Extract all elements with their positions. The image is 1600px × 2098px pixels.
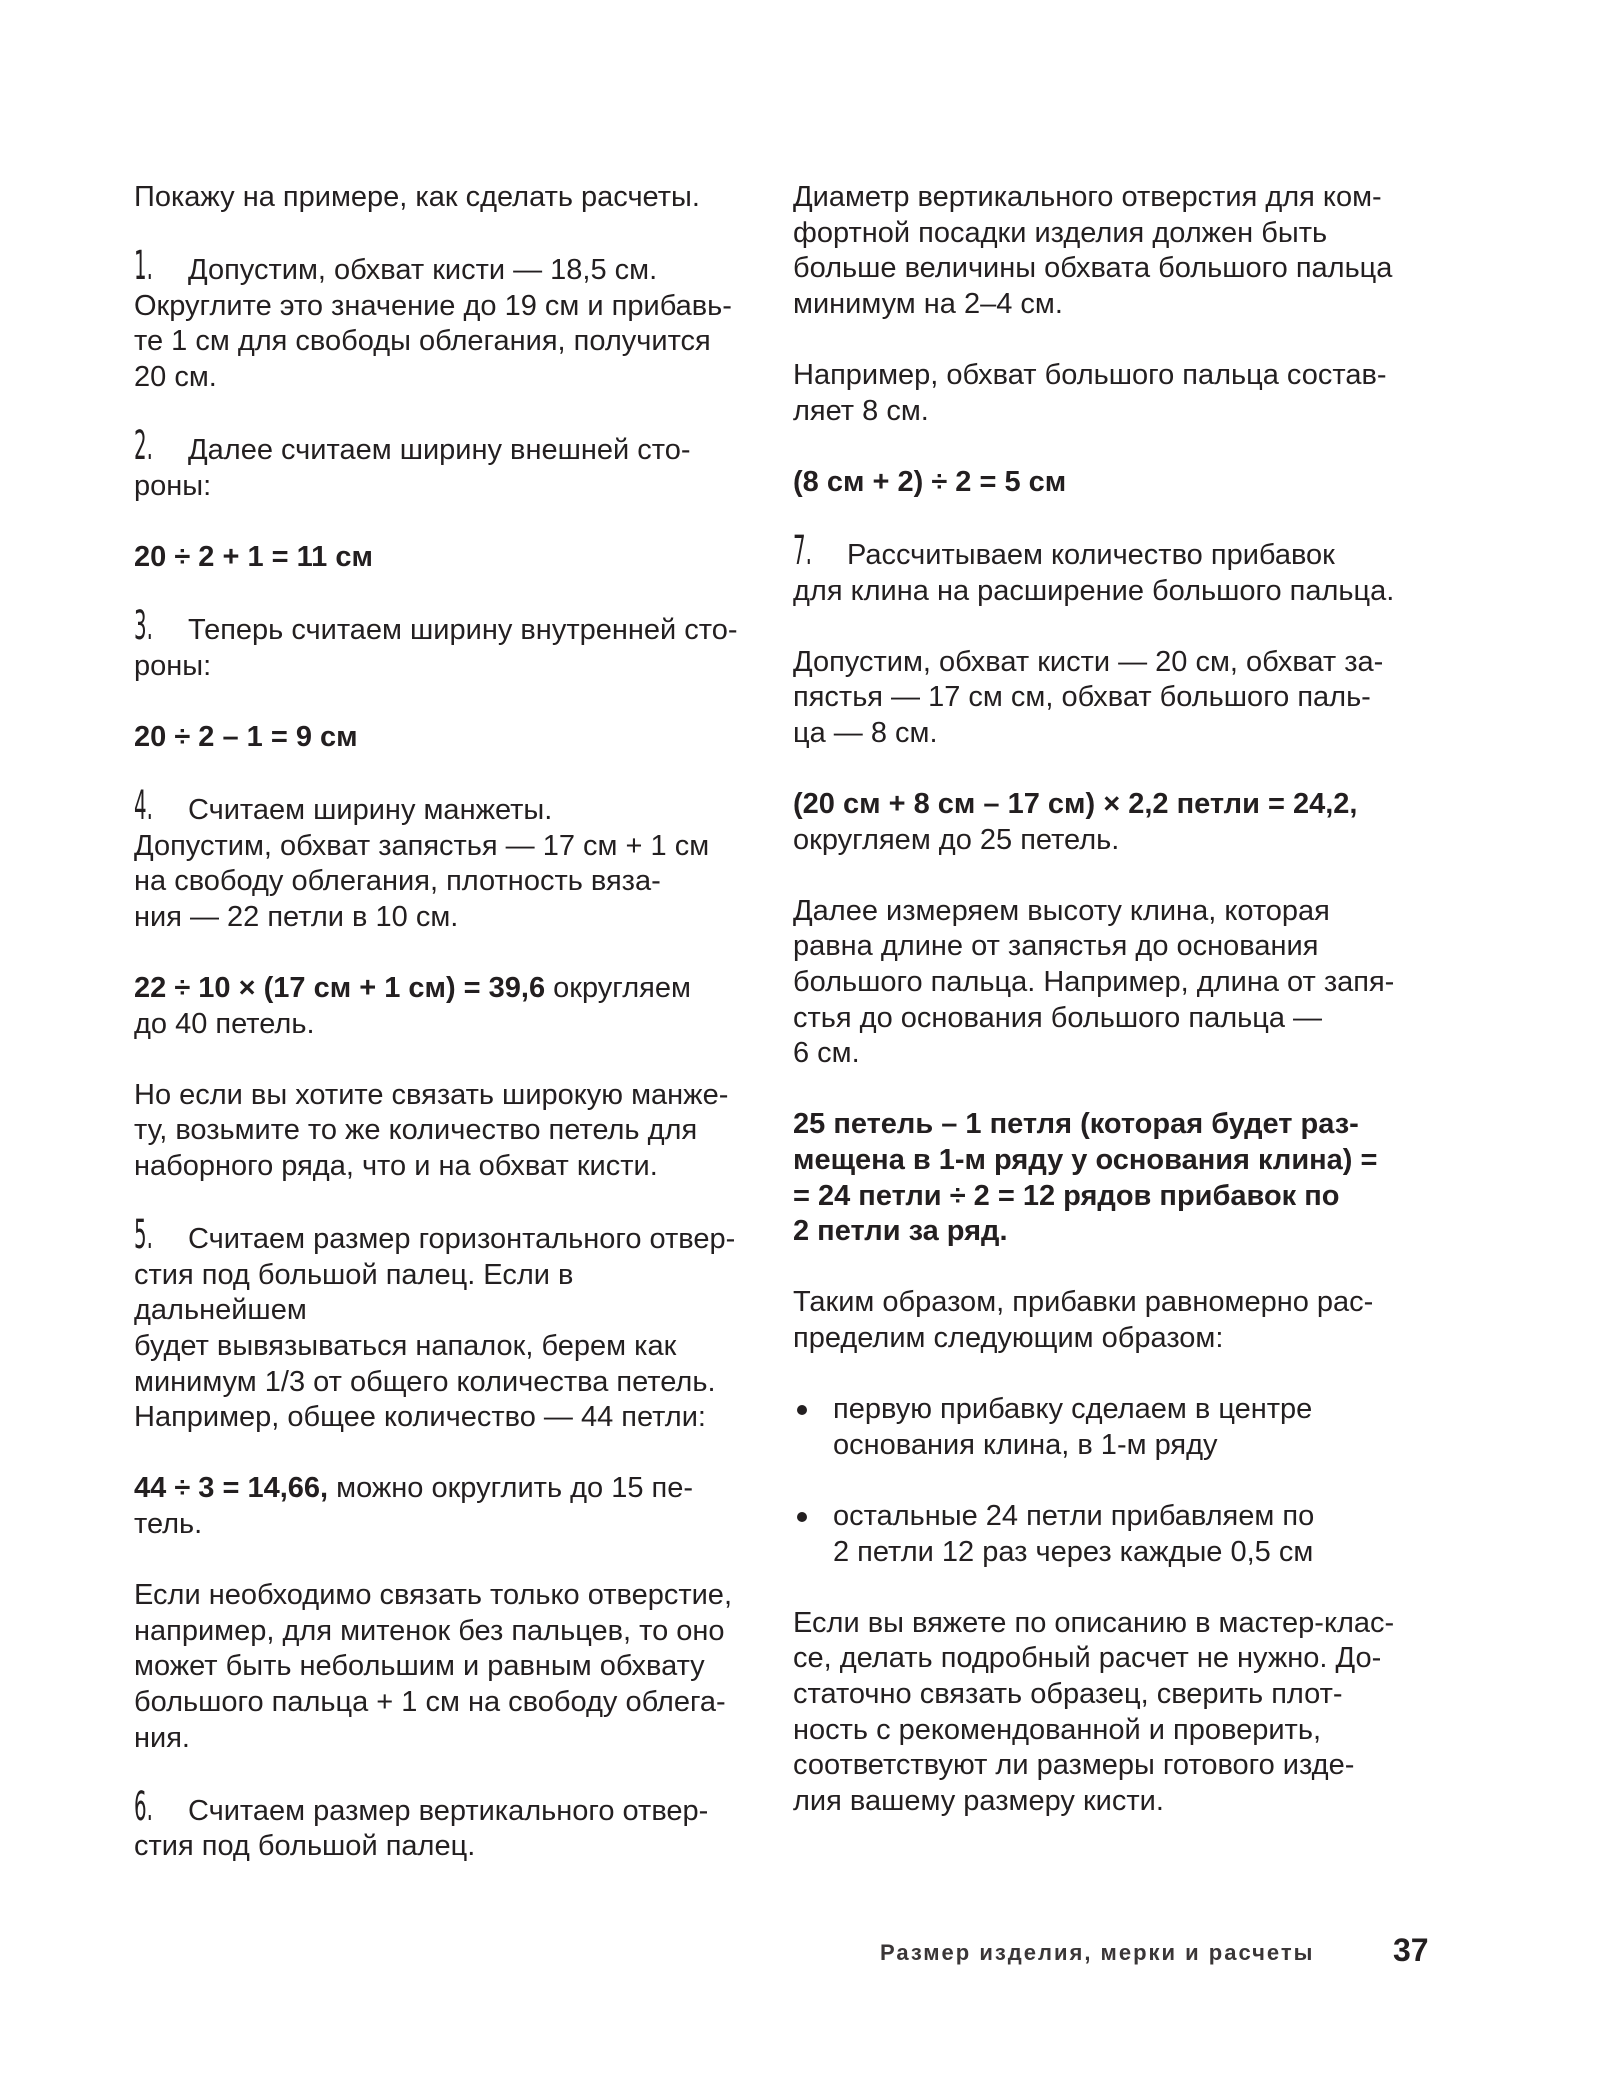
formula-paragraph bbox=[793, 787, 1423, 858]
step-number: 4. bbox=[134, 783, 153, 830]
step-number: 7. bbox=[793, 527, 812, 574]
paragraph: Если вы вяжете по описанию в мастер-клас- се, делать подробный расчет не нужно. До- статочно связать образец, сверить плот- ность с рекомендованной и проверить, соответствуют ли размеры готового изде- лия вашему размеру кисти. bbox=[793, 1606, 1395, 1817]
step-number: 6. bbox=[134, 1783, 153, 1830]
running-footer-title: Размер изделия, мерки и расчеты bbox=[880, 1940, 1315, 1965]
step-number: 1. bbox=[134, 243, 153, 290]
step-4 bbox=[134, 783, 754, 935]
paragraph: Допустим, обхват кисти — 20 см, обхват за- пястья — 17 см см, обхват большого паль- ца — 8 см. bbox=[793, 645, 1384, 749]
bullet-icon bbox=[797, 1512, 807, 1522]
note-paragraph: Если необходимо связать только отверстие, например, для митенок без пальцев, то оно может быть небольшим и равным обхвату большого пальца + 1 см на свободу облега- ния. bbox=[134, 1579, 732, 1754]
formula: 20 ÷ 2 + 1 = 11 см bbox=[134, 540, 373, 573]
paragraph: Далее измеряем высоту клина, которая равна длине от запястья до основания большого пальца. Например, длина от запя- стья до основания большого пальца — 6 см. bbox=[793, 894, 1395, 1070]
step-5 bbox=[134, 1212, 754, 1436]
step-7 bbox=[793, 527, 1423, 609]
paragraph: Например, обхват большого пальца состав- ляет 8 см. bbox=[793, 358, 1387, 427]
step-text: Далее считаем ширину внешней сто- роны: bbox=[134, 434, 691, 502]
step-text: Допустим, обхват кисти — 18,5 см. Округлите это значение до 19 см и прибавь- те 1 см для свободы облегания, получится 20 см. bbox=[134, 254, 732, 393]
paragraph: Таким образом, прибавки равномерно рас- пределим следующим образом: bbox=[793, 1286, 1374, 1354]
step-text: Считаем размер горизонтального отвер- стия под большой палец. Если в дальнейшем будет вывязываться напалок, берем как минимум 1/3 от общего количества петель. Например, общее количество — 44 петли: bbox=[134, 1223, 736, 1434]
list-item-text: первую прибавку сделаем в центре основания клина, в 1-м ряду bbox=[833, 1393, 1313, 1461]
formula: 22 ÷ 10 × (17 см + 1 см) = 39,6 bbox=[134, 972, 546, 1005]
list-item-text: остальные 24 петли прибавляем по 2 петли 12 раз через каждые 0,5 см bbox=[833, 1499, 1315, 1568]
formula-paragraph bbox=[134, 971, 754, 1042]
left-column bbox=[134, 180, 754, 1901]
formula-tail: округляем до 25 петель. bbox=[793, 823, 1120, 856]
step-text: Считаем размер вертикального отвер- стия под большой палец. bbox=[134, 1794, 709, 1863]
step-number: 5. bbox=[134, 1212, 153, 1259]
step-text: Теперь считаем ширину внутренней сто- роны: bbox=[134, 614, 738, 682]
step-3 bbox=[134, 603, 754, 684]
step-text: Считаем ширину манжеты. Допустим, обхват запястья — 17 см + 1 см на свободу облегания, плотность вяза- ния — 22 петли в 10 см. bbox=[134, 794, 710, 933]
formula: (20 см + 8 см – 17 см) × 2,2 петли = 24,2, bbox=[793, 788, 1358, 821]
bullet-icon bbox=[797, 1405, 807, 1415]
formula-tail: можно округлить до 15 пе- тель. bbox=[134, 1472, 694, 1540]
formula-tail: округляем до 40 петель. bbox=[134, 972, 691, 1040]
paragraph: Диаметр вертикального отверстия для ком- фортной посадки изделия должен быть больше величины обхвата большого пальца минимум на 2–4 см. bbox=[793, 181, 1393, 320]
step-number: 2. bbox=[134, 423, 153, 470]
formula: 44 ÷ 3 = 14,66, bbox=[134, 1472, 329, 1505]
page-number: 37 bbox=[1393, 1932, 1429, 1968]
right-column bbox=[793, 180, 1423, 1855]
formula: 25 петель – 1 петля (которая будет раз- мещена в 1-м ряду у основания клина) = = 24 петли ÷ 2 = 12 рядов прибавок по 2 петли за ряд. bbox=[793, 1108, 1378, 1248]
note-paragraph: Но если вы хотите связать широкую манже- ту, возьмите то же количество петель для наборного ряда, что и на обхват кисти. bbox=[134, 1078, 729, 1183]
step-number: 3. bbox=[134, 603, 153, 650]
bullet-list bbox=[793, 1392, 1423, 1570]
formula-paragraph bbox=[134, 1471, 754, 1542]
list-item bbox=[793, 1499, 1423, 1570]
intro-paragraph: Покажу на примере, как сделать расчеты. bbox=[134, 181, 700, 213]
step-1 bbox=[134, 243, 754, 395]
step-text: Рассчитываем количество прибавок для клина на расширение большого пальца. bbox=[793, 538, 1395, 607]
step-2 bbox=[134, 423, 754, 504]
formula: (8 см + 2) ÷ 2 = 5 см bbox=[793, 465, 1067, 498]
step-6 bbox=[134, 1783, 754, 1865]
formula: 20 ÷ 2 – 1 = 9 см bbox=[134, 720, 358, 753]
list-item bbox=[793, 1392, 1423, 1463]
